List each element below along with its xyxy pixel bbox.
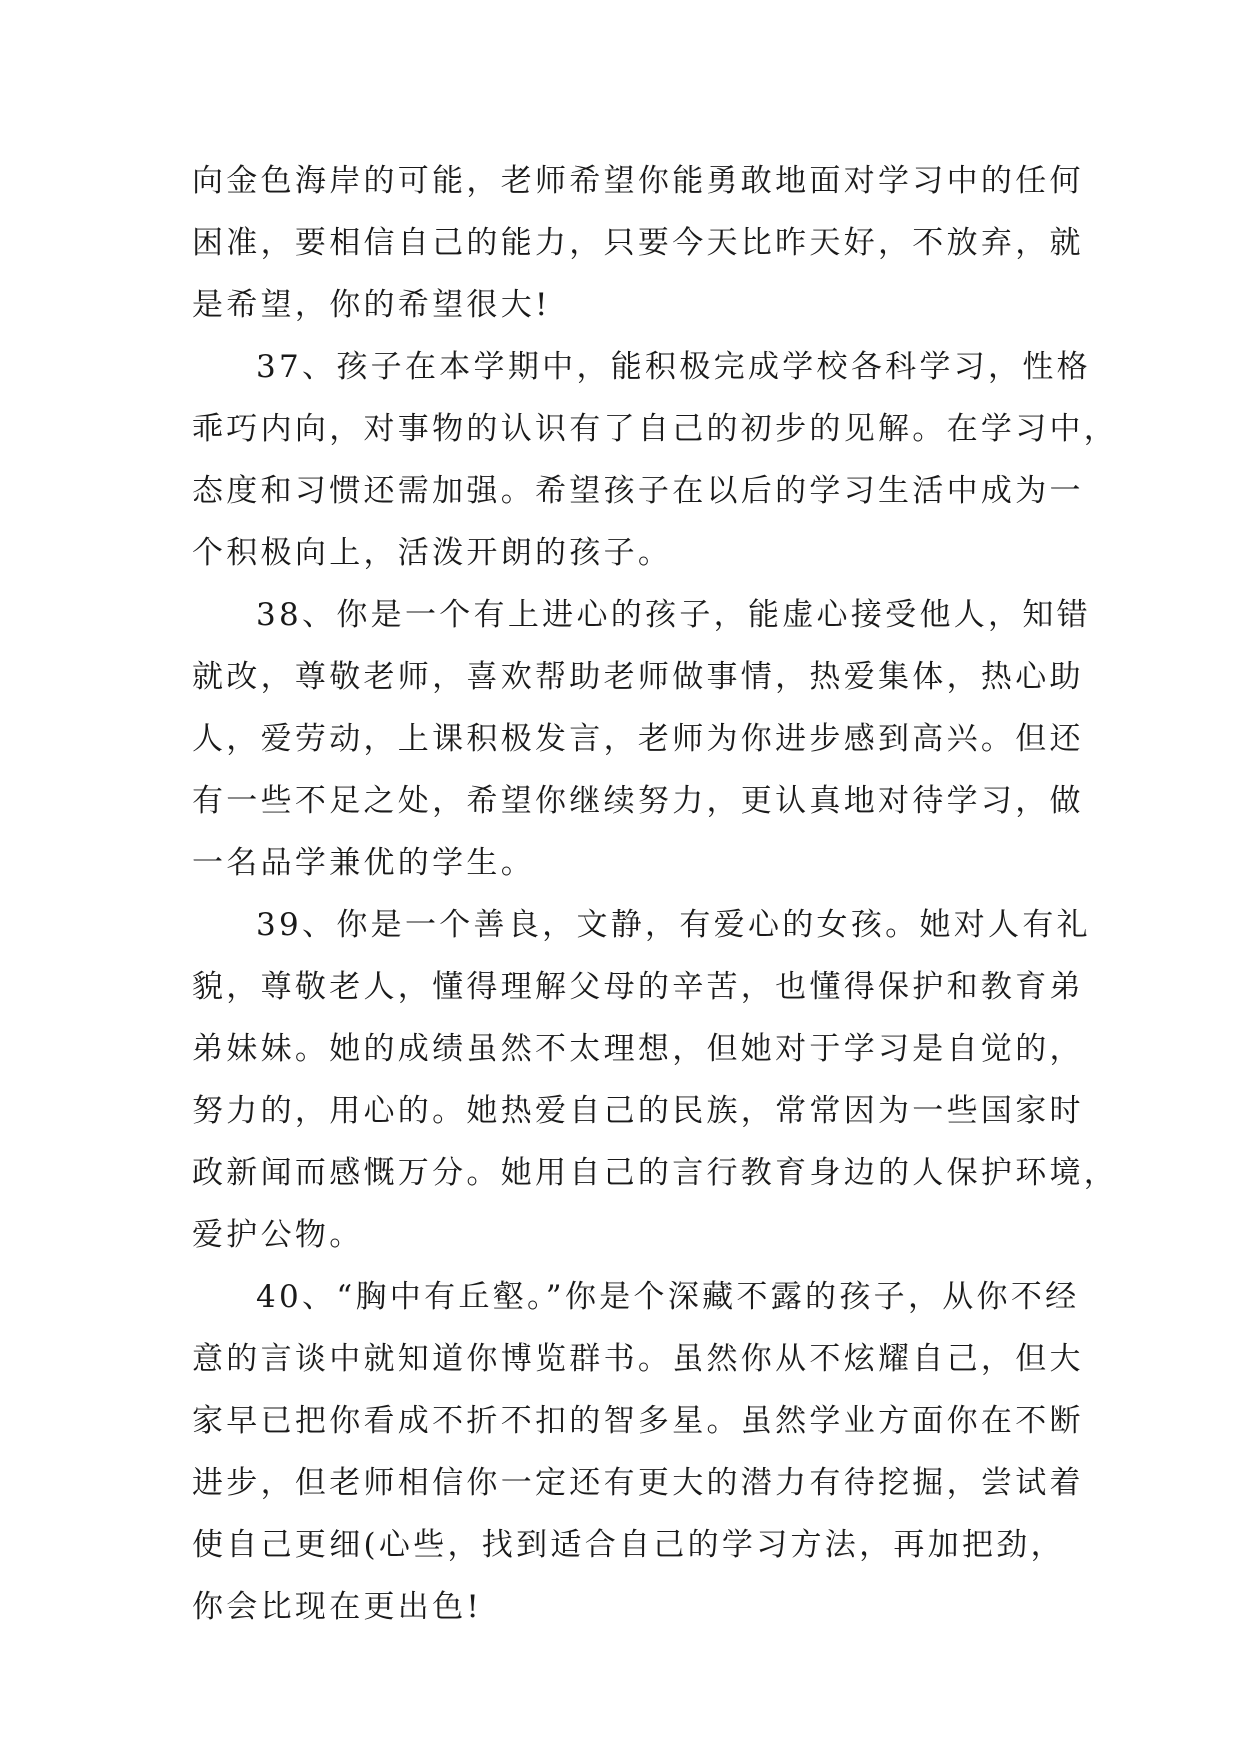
text-line: 态度和习惯还需加强。希望孩子在以后的学习生活中成为一: [192, 473, 1084, 509]
paragraph-start-40: 40、“胸中有丘壑。”你是个深藏不露的孩子，从你不经: [256, 1279, 1080, 1315]
text-line: 政新闻而感慨万分。她用自己的言行教育身边的人保护环境，: [192, 1155, 1119, 1191]
text-line: 弟妹妹。她的成绩虽然不太理想，但她对于学习是自觉的，: [192, 1031, 1084, 1067]
paragraph-start-39: 39、你是一个善良，文静，有爱心的女孩。她对人有礼: [256, 907, 1091, 943]
text-line: 人，爱劳动，上课积极发言，老师为你进步感到高兴。但还: [192, 721, 1084, 757]
text-line: 个积极向上，活泼开朗的孩子。: [192, 535, 673, 571]
text-line: 是希望，你的希望很大!: [192, 287, 551, 323]
text-line: 一名品学兼优的学生。: [192, 845, 535, 881]
document-page: [192, 150, 1119, 1638]
text-line: 爱护公物。: [192, 1217, 364, 1253]
text-line: 有一些不足之处，希望你继续努力，更认真地对待学习，做: [192, 783, 1084, 819]
text-line: 乖巧内向，对事物的认识有了自己的初步的见解。在学习中，: [192, 411, 1119, 447]
text-line: 意的言谈中就知道你博览群书。虽然你从不炫耀自己，但大: [192, 1341, 1084, 1377]
text-line: 你会比现在更出色!: [192, 1589, 483, 1625]
text-line: 向金色海岸的可能，老师希望你能勇敢地面对学习中的任何: [192, 163, 1084, 199]
text-line: 家早已把你看成不折不扣的智多星。虽然学业方面你在不断: [192, 1403, 1084, 1439]
text-line: 进步，但老师相信你一定还有更大的潜力有待挖掘，尝试着: [192, 1465, 1084, 1501]
paragraph-start-37: 37、孩子在本学期中，能积极完成学校各科学习，性格: [256, 349, 1091, 385]
text-line: 貌，尊敬老人，懂得理解父母的辛苦，也懂得保护和教育弟: [192, 969, 1084, 1005]
text-line: 就改，尊敬老师，喜欢帮助老师做事情，热爱集体，热心助: [192, 659, 1084, 695]
text-line: 使自己更细(心些，找到适合自己的学习方法，再加把劲，: [192, 1527, 1065, 1563]
text-line: 困准，要相信自己的能力，只要今天比昨天好，不放弃，就: [192, 225, 1084, 261]
text-line: 努力的，用心的。她热爱自己的民族，常常因为一些国家时: [192, 1093, 1084, 1129]
paragraph-start-38: 38、你是一个有上进心的孩子，能虚心接受他人，知错: [256, 597, 1091, 633]
